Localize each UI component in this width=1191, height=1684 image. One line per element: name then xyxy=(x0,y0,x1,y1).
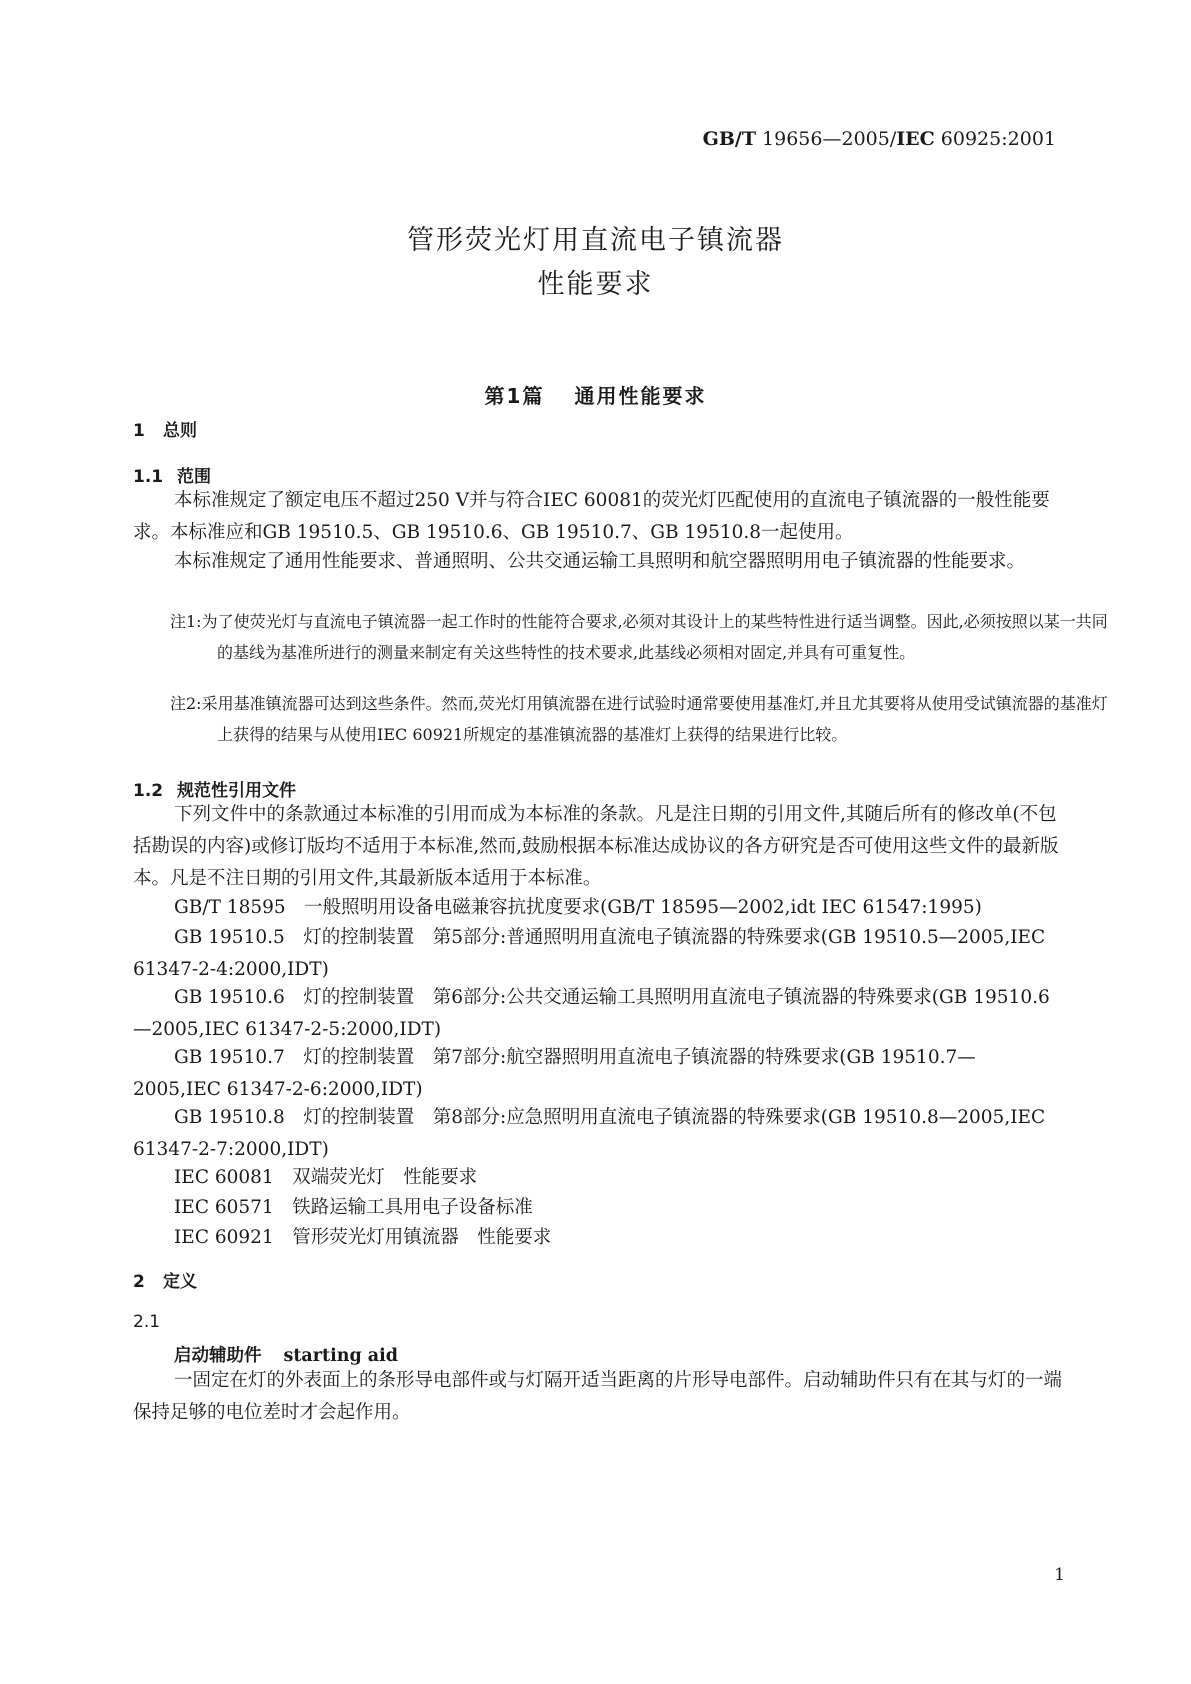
normative-intro: 下列文件中的条款通过本标准的引用而成为本标准的条款。凡是注日期的引用文件,其随后所有的修改单(不包括勘误的内容)或修订版均不适用于本标准,然而,鼓励根据本标准达成协议的各方研究是否可使用这些文件的最新版本。凡是不注日期的引用文件,其最新版本适用于本标准。 xyxy=(133,804,1059,889)
reference-item: GB 19510.8 灯的控制装置 第8部分:应急照明用直流电子镇流器的特殊要求(GB 19510.8—2005,IEC 61347-2-7:2000,IDT) xyxy=(133,1107,1046,1160)
scope-paragraph-2: 本标准规定了通用性能要求、普通照明、公共交通运输工具照明和航空器照明用电子镇流器的性能要求。 xyxy=(174,551,1026,572)
section-heading-1: 1 总则 xyxy=(133,421,197,441)
document-title-line2: 性能要求 xyxy=(537,269,654,300)
std-number: 19656—2005/ xyxy=(762,128,897,150)
reference-item: IEC 60571 铁路运输工具用电子设备标准 xyxy=(174,1197,533,1218)
standard-number-header xyxy=(703,128,1056,150)
document-title-line1: 管形荧光灯用直流电子镇流器 xyxy=(407,225,784,256)
iec-number: 60925:2001 xyxy=(940,128,1056,150)
reference-item: GB/T 18595 一般照明用设备电磁兼容抗扰度要求(GB/T 18595—2002,idt IEC 61547:1995) xyxy=(174,897,982,918)
section-heading-2-1: 2.1 xyxy=(133,1312,161,1332)
definition-text: 一固定在灯的外表面上的条形导电部件或与灯隔开适当距离的片形导电部件。启动辅助件只有在其与灯的一端保持足够的电位差时才会起作用。 xyxy=(133,1370,1063,1423)
part-name: 通用性能要求 xyxy=(574,384,707,408)
section-heading-1-1: 1.1 范围 xyxy=(133,467,211,487)
reference-item: IEC 60921 管形荧光灯用镇流器 性能要求 xyxy=(174,1227,552,1248)
page-number: 1 xyxy=(1054,1565,1065,1585)
section-heading-2: 2 定义 xyxy=(133,1272,197,1292)
term-chinese: 启动辅助件 xyxy=(174,1346,262,1366)
note-1: 注1:为了使荧光灯与直流电子镇流器一起工作时的性能符合要求,必须对其设计上的某些特性进行适当调整。因此,必须按照以某一共同的基线为基准所进行的测量来制定有关这些特性的技术要求,此基线必须相对固定,并具有可重复性。 xyxy=(170,612,1108,662)
reference-item: GB 19510.5 灯的控制装置 第5部分:普通照明用直流电子镇流器的特殊要求(GB 19510.5—2005,IEC 61347-2-4:2000,IDT) xyxy=(133,927,1046,980)
reference-item: GB 19510.6 灯的控制装置 第6部分:公共交通运输工具照明用直流电子镇流器的特殊要求(GB 19510.6—2005,IEC 61347-2-5:2000,IDT) xyxy=(133,987,1050,1040)
term-english: starting aid xyxy=(283,1346,399,1366)
note-2: 注2:采用基准镇流器可达到这些条件。然而,荧光灯用镇流器在进行试验时通常要使用基准灯,并且尤其要将从使用受试镇流器的基准灯上获得的结果与从使用IEC 60921所规定的基准镇流器的基准灯上获得的结果进行比较。 xyxy=(170,694,1108,744)
reference-item: GB 19510.7 灯的控制装置 第7部分:航空器照明用直流电子镇流器的特殊要求(GB 19510.7—2005,IEC 61347-2-6:2000,IDT) xyxy=(133,1047,976,1100)
section-heading-1-2: 1.2 规范性引用文件 xyxy=(133,781,296,801)
part-title xyxy=(0,380,1191,409)
scope-paragraph-1: 本标准规定了额定电压不超过250 V并与符合IEC 60081的荧光灯匹配使用的直流电子镇流器的一般性能要求。本标准应和GB 19510.5、GB 19510.6、GB 19510.7、GB 19510.8一起使用。 xyxy=(133,490,1050,543)
reference-item: IEC 60081 双端荧光灯 性能要求 xyxy=(174,1167,478,1188)
iec-prefix: IEC xyxy=(896,128,935,150)
std-prefix: GB/T xyxy=(702,128,756,150)
part-label: 第1篇 xyxy=(484,384,545,408)
term-entry xyxy=(174,1342,398,1367)
